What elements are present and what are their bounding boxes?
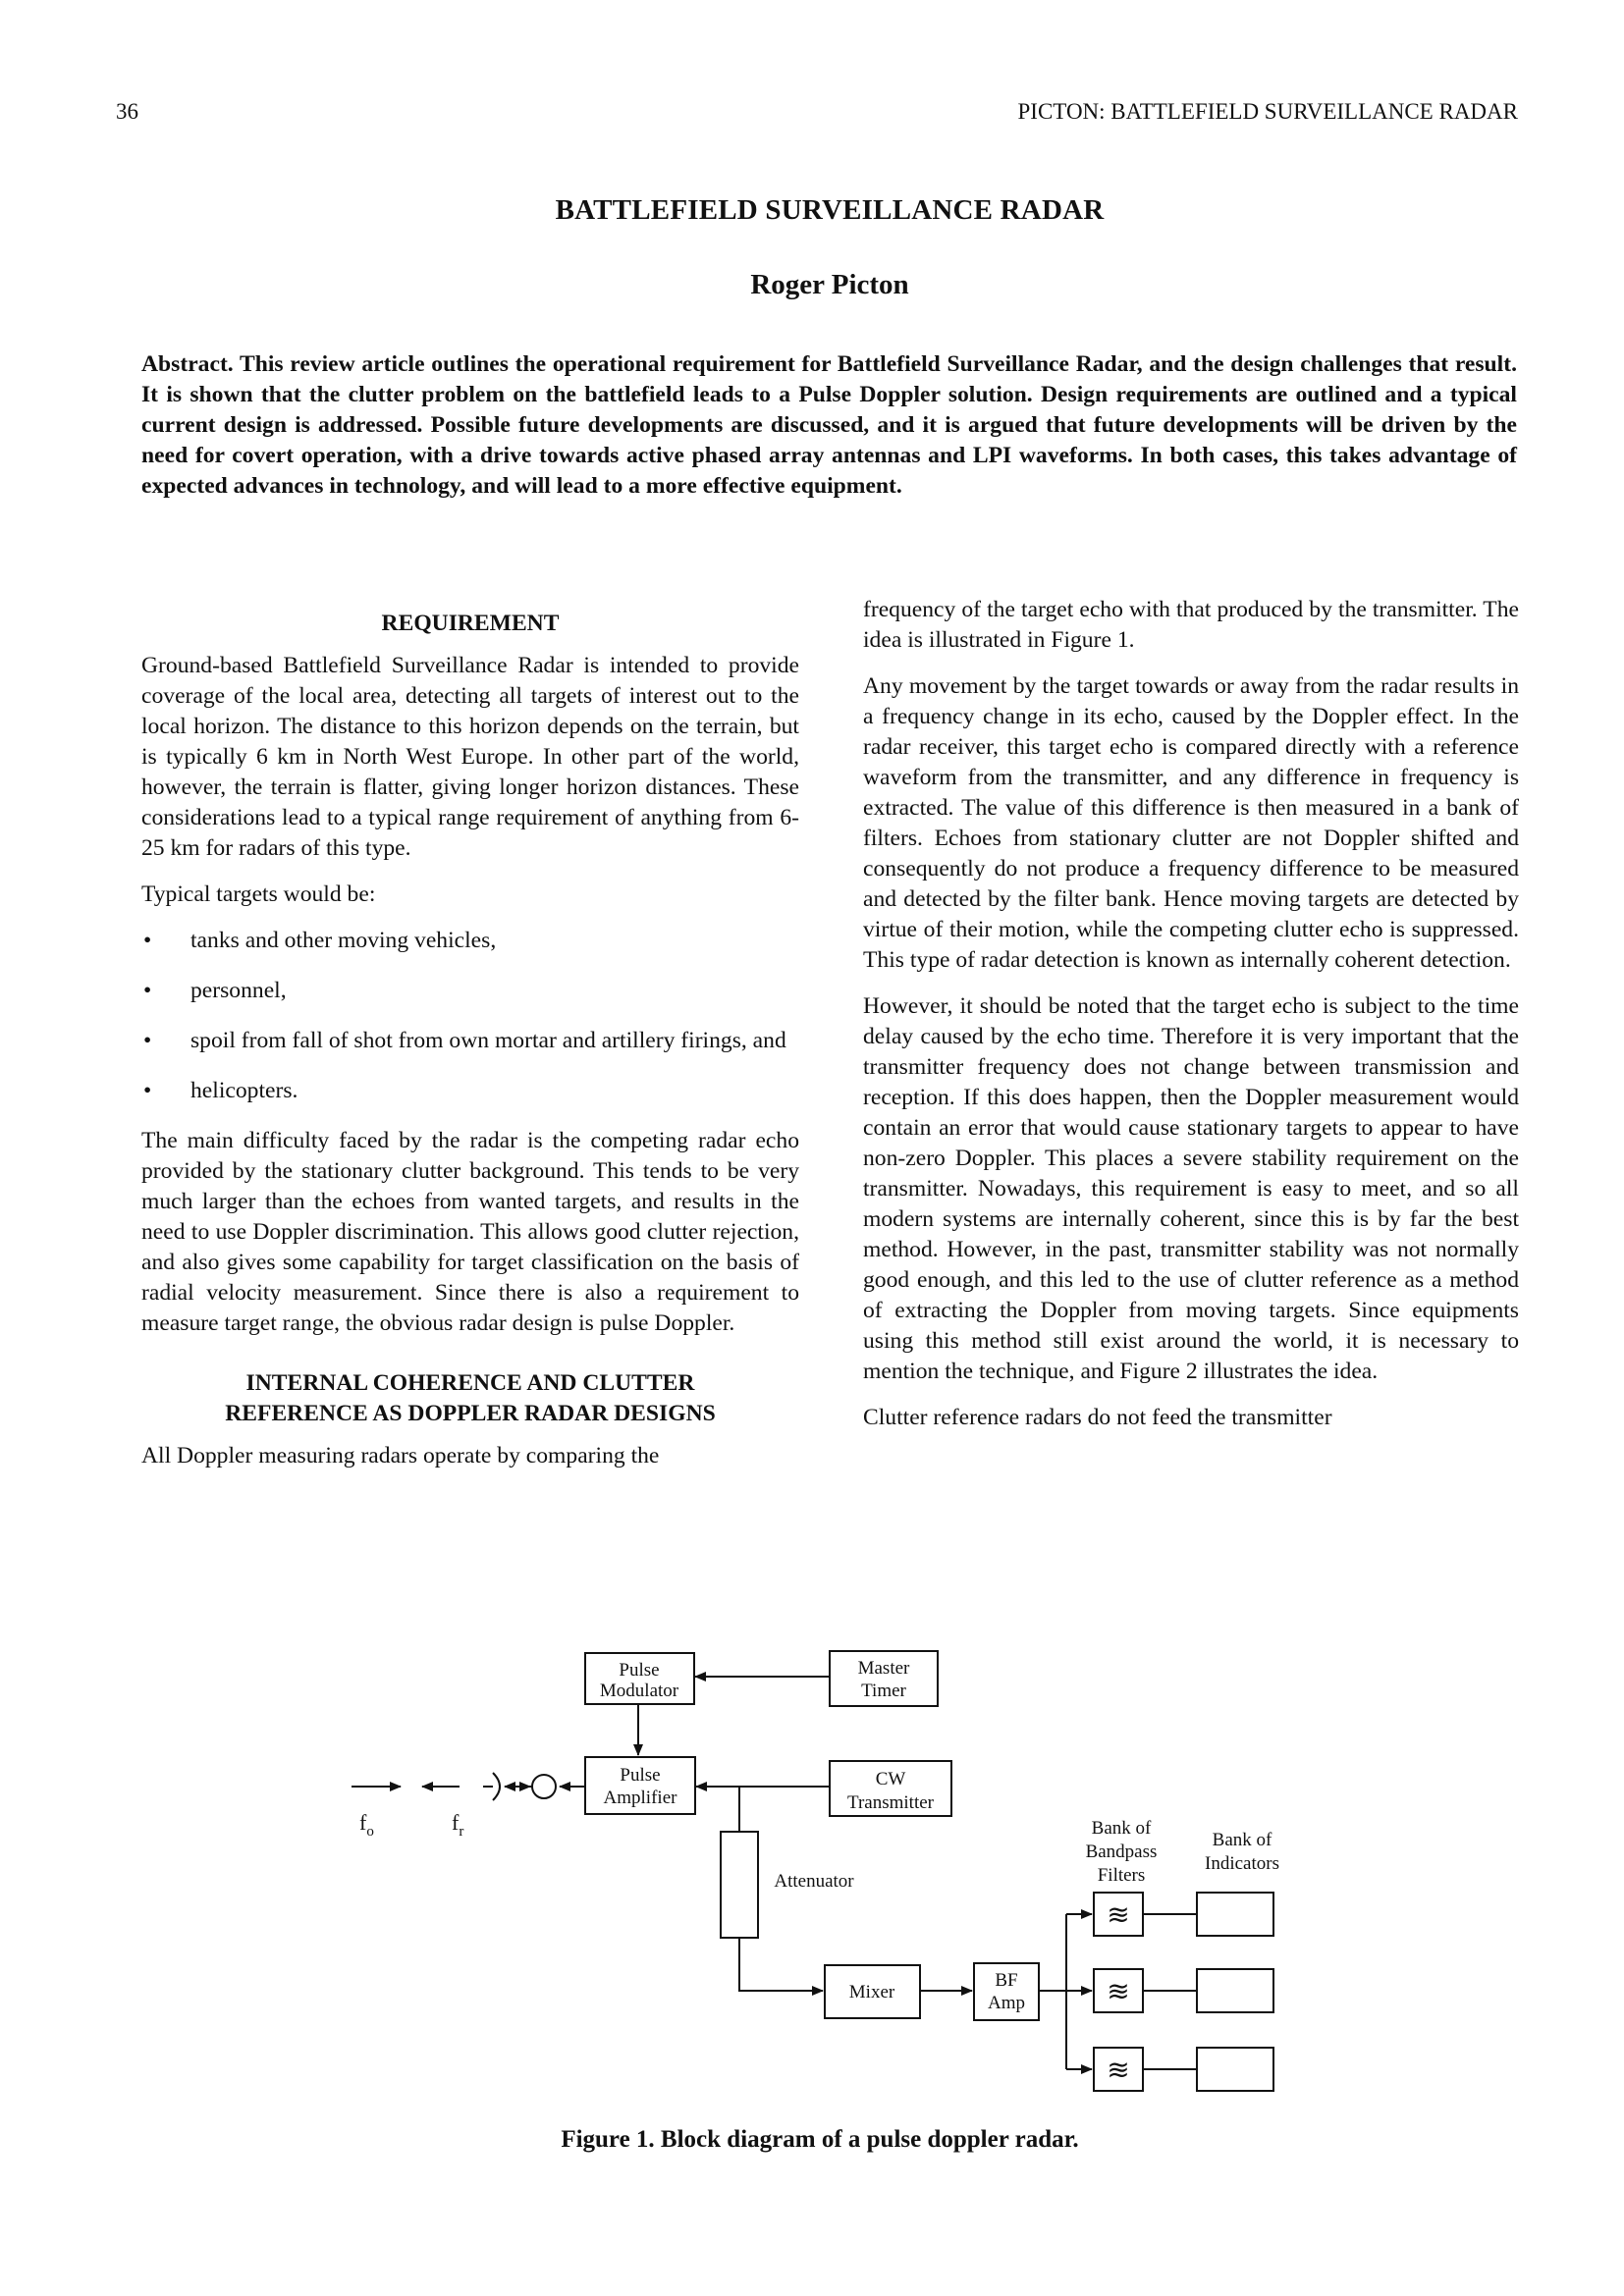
indicators-label: Indicators xyxy=(1205,1853,1279,1874)
pulse-amplifier-label: Pulse xyxy=(620,1765,661,1786)
bullet: • xyxy=(143,1078,152,1103)
fr-label: $f_r$ xyxy=(452,1810,464,1840)
filters-label: Filters xyxy=(1097,1865,1146,1886)
author-name: Roger Picton xyxy=(750,269,909,300)
indicator-box-1 xyxy=(1197,1893,1273,1936)
paragraph: Any movement by the target towards or away from the radar results in a frequency change in its echo, caused by the Doppler effect. In the radar receiver, this target echo is compared directly with a reference waveform from the transmitter, and any difference in frequency is extracted. The value of this difference is then measured in a bank of filters. Echoes from stationary clutter are not Doppler shifted and consequently do not produce a frequency difference to be measured and detected by the filter bank. Hence moving targets are detected by virtue of their motion, while the competing clutter echo is suppressed. This type of radar detection is known as internally coherent detection. xyxy=(863,673,1519,973)
attenuator-label: Attenuator xyxy=(774,1871,854,1892)
bandpass-filter-icon: ≋ xyxy=(1107,1900,1130,1931)
section-heading-requirement: REQUIREMENT xyxy=(381,611,560,636)
attenuator-box xyxy=(721,1832,758,1938)
indicator-box-2 xyxy=(1197,1969,1273,2012)
block-diagram xyxy=(0,1629,1624,2120)
pulse-modulator-label: Modulator xyxy=(599,1681,679,1701)
antenna-icon xyxy=(493,1773,500,1800)
bullet: • xyxy=(143,928,152,953)
filters-label: Bank of xyxy=(1091,1818,1152,1839)
right-column xyxy=(863,595,1519,1449)
abstract: Abstract. This review article outlines the operational requirement for Battlefield Surveillance Radar, and the design challenges that result. It is shown that the clutter problem on the battlefield leads to a Pulse Doppler solution. Design requirements are outlined and a typical current design is addressed. Possible future developments are discussed, and it is argued that future developments will be driven by the need for covert operation, with a drive towards active phased array antennas and LPI waveforms. In both cases, this takes advantage of expected advances in technology, and will lead to a more effective equipment. xyxy=(141,351,1517,499)
cw-transmitter-label: Transmitter xyxy=(847,1792,934,1813)
paper-title: BATTLEFIELD SURVEILLANCE RADAR xyxy=(555,194,1105,226)
paragraph: Clutter reference radars do not feed the transmitter xyxy=(863,1405,1332,1430)
running-title: PICTON: BATTLEFIELD SURVEILLANCE RADAR xyxy=(1017,99,1518,124)
page-number: 36 xyxy=(116,99,138,124)
bf-amp-label: Amp xyxy=(988,1993,1025,2013)
left-column xyxy=(141,589,799,1487)
paragraph: All Doppler measuring radars operate by comparing the xyxy=(141,1443,660,1468)
list-item: • personnel, xyxy=(141,976,799,1006)
paragraph: frequency of the target echo with that produced by the transmitter. The idea is illustrated in Figure 1. xyxy=(863,597,1519,653)
bullet: • xyxy=(143,1028,152,1053)
list-item: • spoil from fall of shot from own mortar and artillery firings, and xyxy=(141,1026,799,1056)
mixer-label: Mixer xyxy=(848,1982,895,2002)
indicator-box-3 xyxy=(1197,2048,1273,2091)
paragraph: Typical targets would be: xyxy=(141,881,376,907)
filters-label: Bandpass xyxy=(1085,1842,1158,1862)
bandpass-filter-icon: ≋ xyxy=(1107,1977,1130,2007)
bullet: • xyxy=(143,978,152,1003)
figure-caption: Figure 1. Block diagram of a pulse doppler radar. xyxy=(561,2126,1079,2153)
master-timer-label: Master xyxy=(857,1658,910,1679)
arrow-attenuator-to-mixer xyxy=(739,1938,823,1991)
paragraph: Ground-based Battlefield Surveillance Radar is intended to provide coverage of the local area, detecting all targets of interest out to the local horizon. The distance to this horizon depends on the terrain, but is typically 6 km in North West Europe. In other part of the world, however, the terrain is flatter, giving longer horizon distances. These considerations lead to a typical range requirement of anything from 6-25 km for radars of this type. xyxy=(141,653,799,861)
list-item: • tanks and other moving vehicles, xyxy=(141,926,799,956)
pulse-modulator-label: Pulse xyxy=(619,1660,660,1681)
bandpass-filter-icon: ≋ xyxy=(1107,2056,1130,2086)
target-list xyxy=(141,926,799,1106)
paragraph: The main difficulty faced by the radar is the competing radar echo provided by the stationary clutter background. This tends to be very much larger than the echoes from wanted targets, and results in the need to use Doppler discrimination. This allows good clutter rejection, and also gives some capability for target classification on the basis of radial velocity measurement. Since there is also a requirement to measure target range, the obvious radar design is pulse Doppler. xyxy=(141,1128,799,1336)
fo-label: $f_o$ xyxy=(359,1810,374,1840)
circulator-icon xyxy=(532,1775,556,1798)
indicators-label: Bank of xyxy=(1212,1830,1272,1850)
section-heading-internal-coherence: INTERNAL COHERENCE AND CLUTTER REFERENCE AS DOPPLER RADAR DESIGNS xyxy=(225,1370,716,1426)
cw-transmitter-label: CW xyxy=(875,1769,906,1789)
bf-amp-label: BF xyxy=(995,1970,1018,1991)
list-item: • helicopters. xyxy=(141,1076,799,1106)
pulse-amplifier-label: Amplifier xyxy=(603,1788,677,1808)
master-timer-label: Timer xyxy=(861,1681,906,1701)
paragraph: However, it should be noted that the target echo is subject to the time delay caused by the echo time. Therefore it is very important that the transmitter frequency does not change between transmission and reception. If this does happen, then the Doppler measurement would contain an error that would cause stationary targets to appear to have non-zero Doppler. This places a severe stability requirement on the transmitter. Nowadays, this requirement is easy to meet, and so all modern systems are internally coherent, since this is by far the best method. However, in the past, transmitter stability was not normally good enough, and this led to the use of clutter reference as a method of extracting the Doppler from moving targets. Since equipments using this method still exist around the world, it is necessary to mention the technique, and Figure 2 illustrates the idea. xyxy=(863,993,1519,1384)
